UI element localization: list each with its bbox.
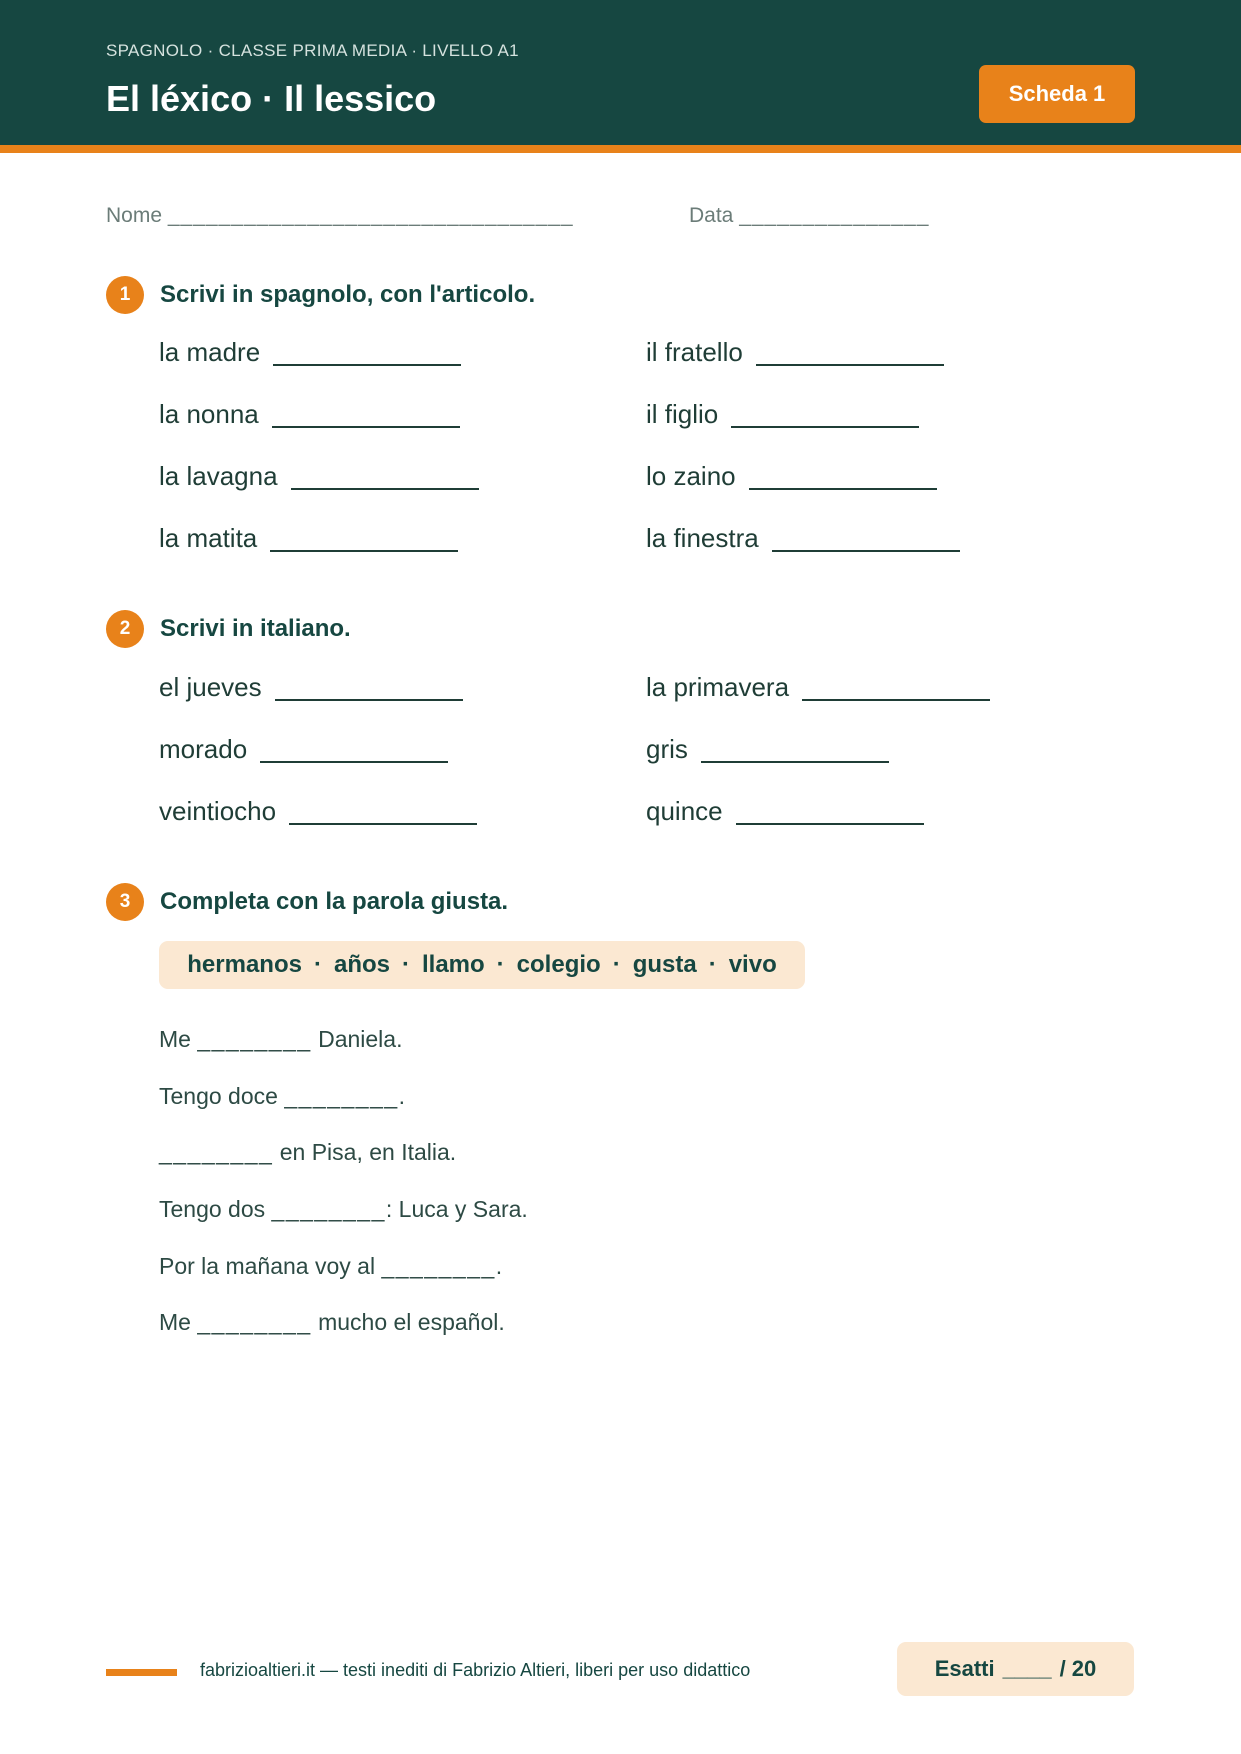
date-blank[interactable]: _______________	[739, 204, 930, 227]
answer-line[interactable]	[260, 761, 448, 763]
sentence-end: mucho el español.	[311, 1309, 505, 1335]
section-number-badge: 2	[106, 610, 144, 648]
fill-sentence	[159, 1083, 405, 1110]
exercise-item	[159, 337, 461, 368]
exercise-item	[646, 796, 924, 827]
sentence-start: Tengo doce	[159, 1083, 285, 1109]
sentence-gap[interactable]: ________	[271, 1196, 386, 1222]
item-prompt: la lavagna	[159, 461, 278, 491]
answer-line[interactable]	[749, 488, 937, 490]
answer-line[interactable]	[270, 550, 458, 552]
item-prompt: lo zaino	[646, 461, 736, 491]
section-2-heading	[106, 610, 351, 648]
score-blank[interactable]: ____	[1002, 1656, 1052, 1681]
item-prompt: gris	[646, 734, 688, 764]
section-3-heading	[106, 883, 508, 921]
sentence-end: : Luca y Sara.	[385, 1196, 528, 1222]
exercise-item	[159, 734, 448, 765]
sentence-gap[interactable]: ________	[197, 1026, 312, 1052]
answer-line[interactable]	[802, 699, 990, 701]
word-bank	[159, 941, 805, 989]
word-bank-word: hermanos	[187, 951, 302, 978]
section-number-badge: 1	[106, 276, 144, 314]
fill-sentence	[159, 1196, 528, 1223]
word-separator: ·	[708, 951, 717, 978]
sentence-end: .	[398, 1083, 406, 1109]
item-prompt: morado	[159, 734, 248, 764]
item-prompt: il fratello	[646, 337, 743, 367]
exercise-item	[159, 399, 460, 430]
score-label: Esatti	[934, 1656, 995, 1681]
exercise-item	[646, 399, 919, 430]
sentence-start: Me	[159, 1026, 198, 1052]
sentence-end: en Pisa, en Italia.	[273, 1139, 457, 1165]
footer-credit: fabrizioaltieri.it — testi inediti di Fabrizio Altieri, liberi per uso didattico	[200, 1660, 751, 1680]
word-separator: ·	[313, 951, 322, 978]
exercise-item	[646, 461, 937, 492]
exercise-item	[159, 461, 479, 492]
fill-sentence	[159, 1309, 505, 1336]
item-prompt: la nonna	[159, 399, 259, 429]
item-prompt: la madre	[159, 337, 261, 367]
section-1-heading	[106, 276, 535, 314]
page-title: El léxico · Il lessico	[106, 78, 437, 119]
answer-line[interactable]	[731, 426, 919, 428]
word-separator: ·	[496, 951, 505, 978]
answer-line[interactable]	[756, 364, 944, 366]
section-number-badge: 3	[106, 883, 144, 921]
answer-line[interactable]	[701, 761, 889, 763]
fill-sentence	[159, 1139, 456, 1166]
sentence-start: Por la mañana voy al	[159, 1253, 382, 1279]
item-prompt: el jueves	[159, 672, 262, 702]
item-prompt: veintiocho	[159, 796, 277, 826]
sentence-end: Daniela.	[311, 1026, 403, 1052]
exercise-item	[646, 734, 889, 765]
answer-line[interactable]	[736, 823, 924, 825]
item-prompt: quince	[646, 796, 723, 826]
word-bank-word: colegio	[516, 951, 601, 978]
exercise-item	[646, 337, 944, 368]
answer-line[interactable]	[272, 426, 460, 428]
fill-sentence	[159, 1253, 502, 1280]
word-bank-word: gusta	[632, 951, 697, 978]
sentence-start: Me	[159, 1309, 198, 1335]
score-box	[897, 1642, 1134, 1696]
answer-line[interactable]	[273, 364, 461, 366]
sentence-gap[interactable]: ________	[381, 1253, 496, 1279]
page-header	[0, 0, 1241, 153]
item-prompt: la matita	[159, 523, 258, 553]
answer-line[interactable]	[289, 823, 477, 825]
exercise-item	[646, 672, 990, 703]
section-title: Completa con la parola giusta.	[160, 888, 509, 915]
answer-line[interactable]	[772, 550, 960, 552]
date-field[interactable]	[689, 204, 929, 228]
answer-line[interactable]	[291, 488, 479, 490]
sentence-gap[interactable]: ________	[159, 1139, 274, 1165]
sentence-gap[interactable]: ________	[197, 1309, 312, 1335]
item-prompt: il figlio	[646, 399, 719, 429]
section-title: Scrivi in italiano.	[160, 615, 351, 642]
word-separator: ·	[401, 951, 410, 978]
worksheet-badge: Scheda 1	[979, 65, 1135, 123]
exercise-item	[646, 523, 960, 554]
word-bank-word: llamo	[421, 951, 485, 978]
exercise-item	[159, 796, 477, 827]
item-prompt: la finestra	[646, 523, 759, 553]
sentence-end: .	[495, 1253, 503, 1279]
section-title: Scrivi in spagnolo, con l'articolo.	[160, 281, 536, 308]
word-bank-word: vivo	[728, 951, 777, 978]
name-blank[interactable]: ________________________________	[167, 204, 574, 227]
exercise-item	[159, 523, 458, 554]
exercise-item	[159, 672, 463, 703]
word-separator: ·	[612, 951, 621, 978]
answer-line[interactable]	[275, 699, 463, 701]
item-prompt: la primavera	[646, 672, 790, 702]
sentence-gap[interactable]: ________	[284, 1083, 399, 1109]
word-bank-word: años	[333, 951, 390, 978]
score-total: / 20	[1059, 1656, 1097, 1681]
course-kicker: SPAGNOLO · CLASSE PRIMA MEDIA · LIVELLO A1	[106, 41, 519, 60]
name-label: Nome	[106, 204, 163, 227]
sentence-start: Tengo dos	[159, 1196, 272, 1222]
fill-sentence	[159, 1026, 402, 1053]
date-label: Data	[689, 204, 734, 227]
footer-accent-bar	[106, 1669, 177, 1676]
name-field[interactable]	[106, 204, 574, 228]
